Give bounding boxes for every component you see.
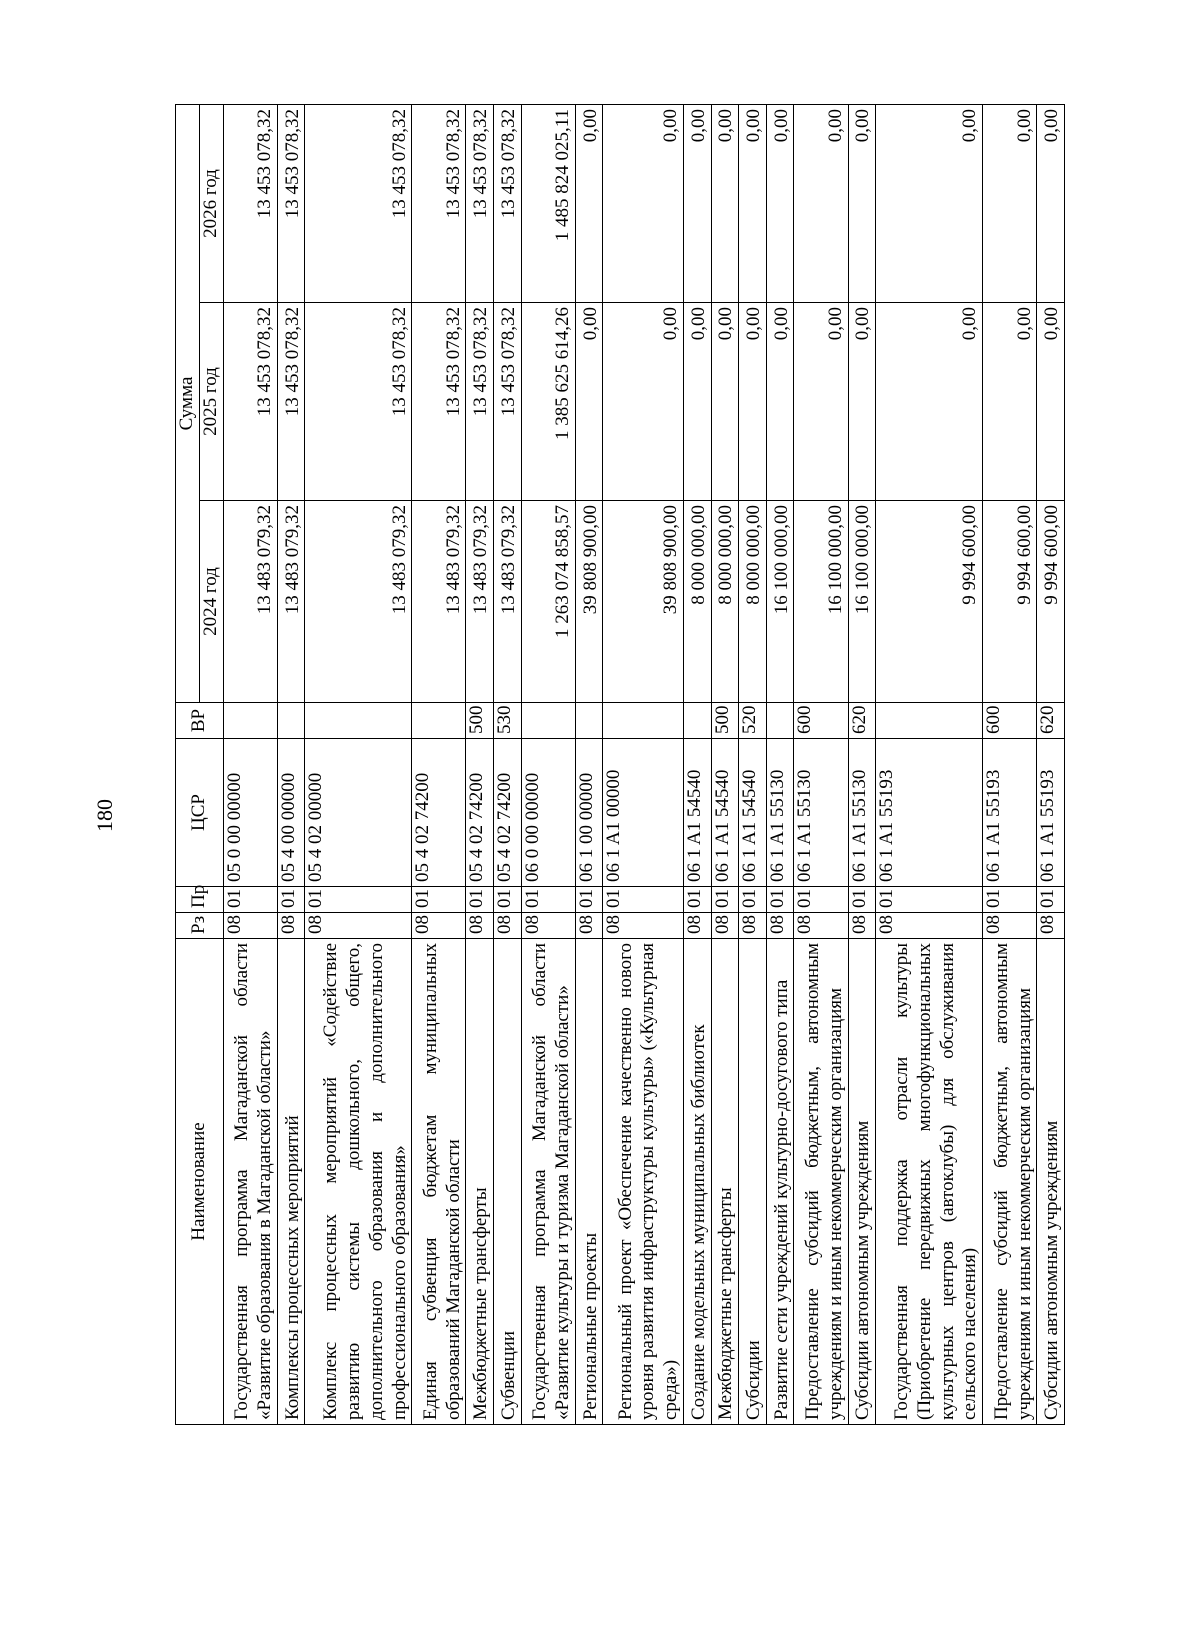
cell-name: Межбюджетные трансферты — [466, 939, 494, 1425]
header-2026: 2026 год — [199, 105, 223, 303]
cell-rz: 08 — [683, 913, 711, 939]
cell-name: Создание модельных муниципальных библиотек — [683, 939, 711, 1425]
cell-name: Региональный проект «Обеспечение качественно нового уровня развития инфраструктуры культуры» («Культурная среда») — [603, 939, 684, 1425]
cell-csr: 06 1 A1 55193 — [876, 739, 983, 887]
cell-pr: 01 — [412, 887, 466, 913]
cell-y2026: 0,00 — [1037, 105, 1065, 303]
cell-csr: 06 1 A1 54540 — [739, 739, 767, 887]
cell-y2024: 13 483 079,32 — [223, 501, 277, 703]
cell-y2025: 0,00 — [848, 303, 876, 501]
table-row — [683, 105, 711, 1425]
cell-rz: 08 — [305, 913, 412, 939]
cell-vr: 600 — [983, 703, 1037, 739]
cell-y2026: 0,00 — [711, 105, 739, 303]
cell-rz: 08 — [848, 913, 876, 939]
cell-vr — [876, 703, 983, 739]
cell-vr: 620 — [1037, 703, 1065, 739]
cell-rz: 08 — [983, 913, 1037, 939]
cell-y2025: 0,00 — [1037, 303, 1065, 501]
header-sum: Сумма — [176, 105, 200, 703]
cell-vr — [575, 703, 603, 739]
cell-csr: 05 4 00 00000 — [277, 739, 305, 887]
cell-y2025: 13 453 078,32 — [412, 303, 466, 501]
cell-y2025: 0,00 — [603, 303, 684, 501]
cell-rz: 08 — [711, 913, 739, 939]
cell-csr: 06 1 A1 54540 — [711, 739, 739, 887]
cell-rz: 08 — [876, 913, 983, 939]
cell-y2026: 1 485 824 025,11 — [521, 105, 575, 303]
cell-vr — [223, 703, 277, 739]
cell-y2026: 13 453 078,32 — [494, 105, 522, 303]
cell-y2024: 16 100 000,00 — [848, 501, 876, 703]
cell-rz: 08 — [575, 913, 603, 939]
cell-csr: 05 4 02 00000 — [305, 739, 412, 887]
cell-y2025: 0,00 — [711, 303, 739, 501]
header-pr: Пр — [176, 887, 224, 913]
cell-pr: 01 — [876, 887, 983, 913]
cell-name: Государственная программа Магаданской области «Развитие культуры и туризма Магаданской области» — [521, 939, 575, 1425]
cell-rz: 08 — [603, 913, 684, 939]
cell-rz: 08 — [1037, 913, 1065, 939]
cell-vr — [766, 703, 794, 739]
cell-y2026: 13 453 078,32 — [412, 105, 466, 303]
cell-name: Региональные проекты — [575, 939, 603, 1425]
cell-name: Государственная программа Магаданской области «Развитие образования в Магаданской области» — [223, 939, 277, 1425]
cell-name: Единая субвенция бюджетам муниципальных образований Магаданской области — [412, 939, 466, 1425]
cell-y2025: 0,00 — [683, 303, 711, 501]
table-row — [876, 105, 983, 1425]
cell-y2026: 0,00 — [739, 105, 767, 303]
cell-vr — [521, 703, 575, 739]
cell-name: Предоставление субсидий бюджетным, автономным учреждениям и иным некоммерческим организациям — [794, 939, 848, 1425]
cell-vr: 520 — [739, 703, 767, 739]
table-row — [521, 105, 575, 1425]
cell-y2026: 0,00 — [683, 105, 711, 303]
rotated-table-container — [175, 105, 1065, 1425]
cell-y2025: 13 453 078,32 — [305, 303, 412, 501]
table-row — [603, 105, 684, 1425]
cell-y2025: 1 385 625 614,26 — [521, 303, 575, 501]
cell-y2026: 13 453 078,32 — [223, 105, 277, 303]
cell-y2024: 16 100 000,00 — [766, 501, 794, 703]
cell-vr — [412, 703, 466, 739]
cell-name: Развитие сети учреждений культурно-досугового типа — [766, 939, 794, 1425]
cell-csr: 06 1 00 00000 — [575, 739, 603, 887]
cell-vr: 600 — [794, 703, 848, 739]
header-name: Наименование — [176, 939, 224, 1425]
cell-name: Субсидии автономным учреждениям — [848, 939, 876, 1425]
cell-pr: 01 — [794, 887, 848, 913]
cell-y2026: 0,00 — [983, 105, 1037, 303]
cell-pr: 01 — [848, 887, 876, 913]
table-row — [305, 105, 412, 1425]
table-row — [848, 105, 876, 1425]
cell-pr: 01 — [494, 887, 522, 913]
cell-name: Комплекс процессных мероприятий «Содействие развитию системы дошкольного, общего, дополнительного образования и дополнительного профессионального образования» — [305, 939, 412, 1425]
cell-y2025: 0,00 — [575, 303, 603, 501]
cell-name: Государственная поддержка отрасли культуры (Приобретение передвижных многофункциональных культурных центров (автоклубы) для обслуживания сельского населения) — [876, 939, 983, 1425]
cell-y2025: 13 453 078,32 — [494, 303, 522, 501]
cell-y2024: 9 994 600,00 — [1037, 501, 1065, 703]
table-row — [1037, 105, 1065, 1425]
cell-csr: 06 1 A1 55130 — [766, 739, 794, 887]
table-row — [794, 105, 848, 1425]
budget-table — [175, 104, 1065, 1425]
cell-rz: 08 — [466, 913, 494, 939]
cell-vr: 500 — [466, 703, 494, 739]
cell-rz: 08 — [412, 913, 466, 939]
header-vr: ВР — [176, 703, 224, 739]
table-row — [277, 105, 305, 1425]
cell-y2024: 13 483 079,32 — [277, 501, 305, 703]
cell-y2024: 9 994 600,00 — [983, 501, 1037, 703]
table-row — [983, 105, 1037, 1425]
cell-csr: 06 1 A1 55193 — [983, 739, 1037, 887]
cell-csr: 05 4 02 74200 — [494, 739, 522, 887]
cell-csr: 06 1 A1 55193 — [1037, 739, 1065, 887]
cell-y2025: 0,00 — [876, 303, 983, 501]
cell-y2024: 1 263 074 858,57 — [521, 501, 575, 703]
cell-vr — [603, 703, 684, 739]
cell-pr: 01 — [603, 887, 684, 913]
header-2025: 2025 год — [199, 303, 223, 501]
cell-pr: 01 — [711, 887, 739, 913]
cell-y2026: 0,00 — [603, 105, 684, 303]
cell-name: Субсидии — [739, 939, 767, 1425]
cell-y2024: 13 483 079,32 — [466, 501, 494, 703]
table-row — [412, 105, 466, 1425]
cell-rz: 08 — [277, 913, 305, 939]
cell-y2025: 13 453 078,32 — [466, 303, 494, 501]
cell-y2024: 8 000 000,00 — [683, 501, 711, 703]
cell-y2026: 0,00 — [794, 105, 848, 303]
cell-y2024: 8 000 000,00 — [711, 501, 739, 703]
cell-y2026: 13 453 078,32 — [277, 105, 305, 303]
cell-csr: 05 4 02 74200 — [412, 739, 466, 887]
cell-pr: 01 — [683, 887, 711, 913]
cell-rz: 08 — [739, 913, 767, 939]
cell-y2024: 13 483 079,32 — [494, 501, 522, 703]
cell-vr: 500 — [711, 703, 739, 739]
cell-csr: 06 1 A1 55130 — [794, 739, 848, 887]
cell-rz: 08 — [794, 913, 848, 939]
cell-y2024: 13 483 079,32 — [412, 501, 466, 703]
header-2024: 2024 год — [199, 501, 223, 703]
cell-pr: 01 — [277, 887, 305, 913]
table-row — [739, 105, 767, 1425]
cell-y2024: 9 994 600,00 — [876, 501, 983, 703]
cell-rz: 08 — [494, 913, 522, 939]
cell-y2026: 0,00 — [876, 105, 983, 303]
cell-csr: 06 1 A1 54540 — [683, 739, 711, 887]
cell-csr: 06 1 A1 00000 — [603, 739, 684, 887]
table-row — [766, 105, 794, 1425]
table-row — [223, 105, 277, 1425]
cell-pr: 01 — [983, 887, 1037, 913]
cell-rz: 08 — [521, 913, 575, 939]
cell-name: Комплексы процессных мероприятий — [277, 939, 305, 1425]
page-number: 180 — [92, 799, 117, 832]
cell-name: Межбюджетные трансферты — [711, 939, 739, 1425]
cell-y2026: 13 453 078,32 — [305, 105, 412, 303]
cell-name: Субвенции — [494, 939, 522, 1425]
cell-pr: 01 — [766, 887, 794, 913]
cell-pr: 01 — [466, 887, 494, 913]
cell-csr: 05 4 02 74200 — [466, 739, 494, 887]
cell-pr: 01 — [223, 887, 277, 913]
cell-name: Предоставление субсидий бюджетным, автономным учреждениям и иным некоммерческим организациям — [983, 939, 1037, 1425]
cell-vr: 620 — [848, 703, 876, 739]
cell-y2026: 0,00 — [848, 105, 876, 303]
cell-y2025: 0,00 — [739, 303, 767, 501]
cell-vr — [683, 703, 711, 739]
table-row — [711, 105, 739, 1425]
cell-name: Субсидии автономным учреждениям — [1037, 939, 1065, 1425]
cell-rz: 08 — [223, 913, 277, 939]
cell-y2025: 13 453 078,32 — [223, 303, 277, 501]
cell-y2025: 0,00 — [794, 303, 848, 501]
header-csr: ЦСР — [176, 739, 224, 887]
table-row — [466, 105, 494, 1425]
cell-vr — [277, 703, 305, 739]
table-body — [223, 105, 1064, 1425]
cell-csr: 06 0 00 00000 — [521, 739, 575, 887]
cell-y2026: 13 453 078,32 — [466, 105, 494, 303]
header-rz: Рз — [176, 913, 224, 939]
cell-pr: 01 — [739, 887, 767, 913]
cell-y2026: 0,00 — [575, 105, 603, 303]
cell-y2025: 0,00 — [983, 303, 1037, 501]
cell-y2026: 0,00 — [766, 105, 794, 303]
cell-y2024: 13 483 079,32 — [305, 501, 412, 703]
cell-y2025: 13 453 078,32 — [277, 303, 305, 501]
cell-pr: 01 — [305, 887, 412, 913]
cell-y2024: 8 000 000,00 — [739, 501, 767, 703]
cell-vr: 530 — [494, 703, 522, 739]
cell-csr: 06 1 A1 55130 — [848, 739, 876, 887]
cell-pr: 01 — [521, 887, 575, 913]
table-row — [575, 105, 603, 1425]
table-row — [494, 105, 522, 1425]
cell-y2024: 39 808 900,00 — [603, 501, 684, 703]
cell-pr: 01 — [575, 887, 603, 913]
cell-csr: 05 0 00 00000 — [223, 739, 277, 887]
cell-y2025: 0,00 — [766, 303, 794, 501]
cell-y2024: 39 808 900,00 — [575, 501, 603, 703]
cell-pr: 01 — [1037, 887, 1065, 913]
cell-rz: 08 — [766, 913, 794, 939]
cell-vr — [305, 703, 412, 739]
cell-y2024: 16 100 000,00 — [794, 501, 848, 703]
